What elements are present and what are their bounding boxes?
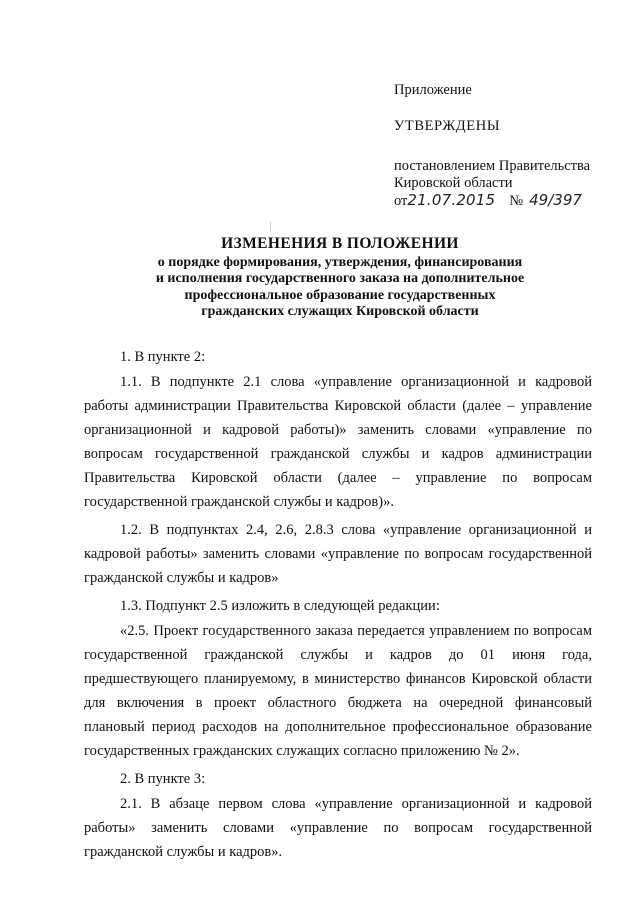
paragraph: 1. В пункте 2: [120, 349, 206, 365]
paragraph: 2.1. В абзаце первом слова «управление организационной и кадровой работы» заменить словами «управление по вопросам государственной гражданской службы и кадров». [84, 796, 592, 860]
title-line-1: о порядке формирования, утверждения, финансирования [157, 254, 523, 270]
title-line-2: и исполнения государственного заказа на дополнительное [155, 271, 525, 286]
date-prefix: от [394, 193, 408, 209]
document-title [90, 236, 590, 321]
paragraph: 1.3. Подпункт 2.5 изложить в следующей редакции: [120, 598, 440, 614]
title-line-3: профессиональное образование государственных [184, 287, 496, 303]
appendix-label: Приложение [394, 82, 472, 98]
paragraph: «2.5. Проект государственного заказа передается управлением по вопросам государственной гражданской службы и кадров до 01 июня года, предшествующего планируемому, в министерство финансов Кировской области для включения в проект областного бюджета на очередной финансовый плановый период расходов на дополнительное профессиональное образование государственных гражданских служащих согласно приложению № 2». [84, 623, 592, 759]
paragraph: 1.1. В подпункте 2.1 слова «управление организационной и кадровой работы администрации Правительства Кировской области (далее – управление организационной и кадровой работы)» заменить словами «управление по вопросам государственной гражданской службы и кадров администрации Правительства Кировской области (далее – управление по вопросам государственной гражданской службы и кадров)». [84, 374, 592, 510]
number-sign: № [509, 193, 524, 209]
decree-date-number [394, 192, 624, 210]
paragraph: 2. В пункте 3: [120, 771, 206, 787]
approved-label: УТВЕРЖДЕНЫ [394, 118, 501, 134]
title-main: ИЗМЕНЕНИЯ В ПОЛОЖЕНИИ [221, 235, 459, 252]
handwritten-number: 49/397 [529, 191, 582, 209]
title-line-4: гражданских служащих Кировской области [201, 304, 479, 319]
paragraph: 1.2. В подпунктах 2.4, 2.6, 2.8.3 слова «управление организационной и кадровой работы» заменить словами «управление по вопросам государственной гражданской службы и кадров» [84, 522, 592, 586]
document-body [84, 345, 592, 868]
scan-mark [270, 222, 271, 232]
handwritten-date: 21.07.2015 [407, 191, 496, 209]
approval-block [394, 82, 624, 210]
decree-line-2: Кировской области [394, 175, 513, 191]
decree-line-1: постановлением Правительства [394, 158, 591, 174]
